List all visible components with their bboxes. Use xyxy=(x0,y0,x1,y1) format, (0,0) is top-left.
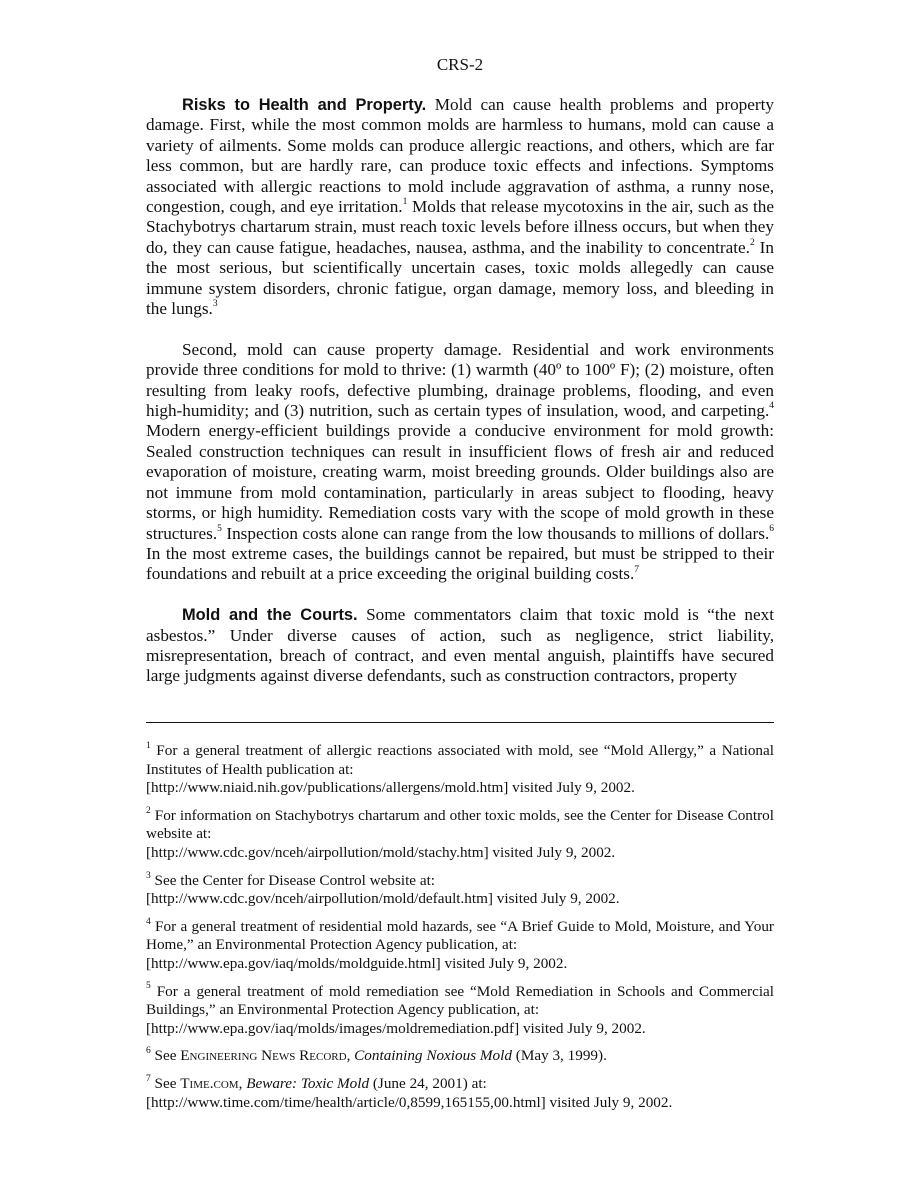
footnote-ref[interactable]: 3 xyxy=(212,299,218,310)
footnote-link[interactable]: [http://www.time.com/time/health/article/0,8599,165155,00.html] visited July 9, 2002. xyxy=(146,1093,673,1111)
footnotes-section xyxy=(146,742,774,1121)
footnote-link[interactable]: [http://www.cdc.gov/nceh/airpollution/mold/default.htm] visited July 9, 2002. xyxy=(146,890,620,908)
footnote-text: (June 24, 2001) at: xyxy=(369,1074,487,1092)
paragraph-risks-health xyxy=(146,95,774,319)
footnote-text: , xyxy=(346,1047,355,1065)
footnote-3 xyxy=(146,872,774,909)
paragraph-text: Second, mold can cause property damage. Residential and work environments provide three conditions for mold to thrive: (1) warmth (40º to 100º F); (2) moisture, often resulting from leaky roofs, defective plumbing, drainage problems, flooding, and even high-humidity; and (3) nutrition, such as certain types of insulation, wood, and carpeting. xyxy=(146,339,774,421)
paragraph-text: Modern energy-efficient buildings provide a conducive environment for mold growth: Sealed construction techniques can result in insufficient flows of fresh air and reduced evaporation of moisture, creating warm, moist breeding grounds. Older buildings also are not immune from mold contamination, particularly in areas subject to flooding, heavy storms, or high humidity. Remediation costs vary with the scope of mold growth in these structures. xyxy=(146,421,774,543)
footnote-ref[interactable]: 7 xyxy=(634,564,640,575)
footnote-text: For information on Stachybotrys chartarum and other toxic molds, see the Center for Disease Control website at: xyxy=(146,806,774,843)
paragraph-text: Inspection costs alone can range from the low thousands to millions of dollars. xyxy=(221,523,770,543)
footnote-text: See xyxy=(150,1047,181,1065)
paragraph-text: Molds that release mycotoxins in the air, such as the Stachybotrys chartarum strain, must reach toxic levels before illness occurs, but when they do, they can cause fatigue, headaches, nausea, asthma, and the inability to concentrate. xyxy=(146,197,774,257)
footnote-link[interactable]: [http://www.cdc.gov/nceh/airpollution/mold/stachy.htm] visited July 9, 2002. xyxy=(146,843,616,861)
footnote-5 xyxy=(146,983,774,1039)
footnote-number: 4 xyxy=(146,916,151,927)
footnote-text: For a general treatment of allergic reactions associated with mold, see “Mold Allergy,” a National Institutes of Health publication at: xyxy=(146,742,774,778)
footnote-source: Engineering News Record xyxy=(180,1047,347,1065)
footnote-link[interactable]: [http://www.epa.gov/iaq/molds/images/moldremediation.pdf] visited July 9, 2002. xyxy=(146,1019,646,1037)
paragraph-text: Mold can cause health problems and property damage. First, while the most common molds are harmless to humans, mold can cause a variety of ailments. Some molds can produce allergic reactions, and others, which are far less common, but are hardly rare, can produce toxic effects and infections. Symptoms associated with allergic reactions to mold include aggravation of asthma, a runny nose, congestion, cough, and eye irritation. xyxy=(146,95,774,217)
paragraph-text: Some commentators claim that toxic mold is “the next asbestos.” Under diverse causes of action, such as negligence, strict liability, misrepresentation, breach of contract, and even mental anguish, plaintiffs have secured large judgments against diverse defendants, such as construction contractors, property xyxy=(146,605,774,686)
footnote-title: Containing Noxious Mold xyxy=(354,1047,512,1065)
footnote-4 xyxy=(146,918,774,974)
footnote-ref[interactable]: 4 xyxy=(769,401,774,412)
paragraph-mold-courts xyxy=(146,605,774,687)
footnote-number: 6 xyxy=(146,1046,151,1057)
page-header: CRS-2 xyxy=(436,55,484,74)
footnote-link[interactable]: [http://www.niaid.nih.gov/publications/allergens/mold.htm] visited July 9, 2002. xyxy=(146,779,635,797)
footnote-ref[interactable]: 5 xyxy=(217,523,222,534)
footnote-number: 1 xyxy=(146,740,151,751)
footnote-title: Beware: Toxic Mold xyxy=(246,1074,370,1092)
section-heading-courts: Mold and the Courts. xyxy=(182,606,358,625)
footnote-divider xyxy=(146,722,774,723)
footnote-1 xyxy=(146,742,774,798)
footnote-link[interactable]: [http://www.epa.gov/iaq/molds/moldguide.html] visited July 9, 2002. xyxy=(146,954,568,972)
footnote-text: For a general treatment of residential mold hazards, see “A Brief Guide to Mold, Moisture, and Your Home,” an Environmental Protection Agency publication, at: xyxy=(146,917,774,954)
footnote-text: See xyxy=(150,1074,181,1092)
paragraph-text: In the most extreme cases, the buildings cannot be repaired, but must be stripped to their foundations and rebuilt at a price exceeding the original building costs. xyxy=(146,543,774,584)
paragraph-text: In the most serious, but scientifically uncertain cases, toxic molds allegedly can cause immune system disorders, chronic fatigue, organ damage, memory loss, and bleeding in the lungs. xyxy=(146,237,774,319)
footnote-text: , xyxy=(238,1074,247,1092)
paragraph-property-damage xyxy=(146,340,774,585)
footnote-number: 3 xyxy=(146,870,151,881)
footnote-text: For a general treatment of mold remediation see “Mold Remediation in Schools and Commercial Buildings,” an Environmental Protection Agency publication, at: xyxy=(146,982,774,1019)
footnote-text: See the Center for Disease Control website at: xyxy=(150,871,436,889)
footnote-ref[interactable]: 6 xyxy=(769,523,774,534)
footnote-2 xyxy=(146,807,774,863)
footnote-number: 2 xyxy=(146,805,151,816)
main-body xyxy=(146,95,774,687)
footnote-text: (May 3, 1999). xyxy=(511,1047,607,1065)
footnote-ref[interactable]: 1 xyxy=(402,197,408,208)
section-heading-risks: Risks to Health and Property. xyxy=(182,96,427,114)
footnote-6 xyxy=(146,1047,774,1066)
footnote-number: 7 xyxy=(146,1073,151,1084)
footnote-7 xyxy=(146,1075,774,1112)
footnote-number: 5 xyxy=(146,981,151,992)
footnote-ref[interactable]: 2 xyxy=(749,238,755,249)
footnote-source: Time.com xyxy=(180,1074,239,1092)
